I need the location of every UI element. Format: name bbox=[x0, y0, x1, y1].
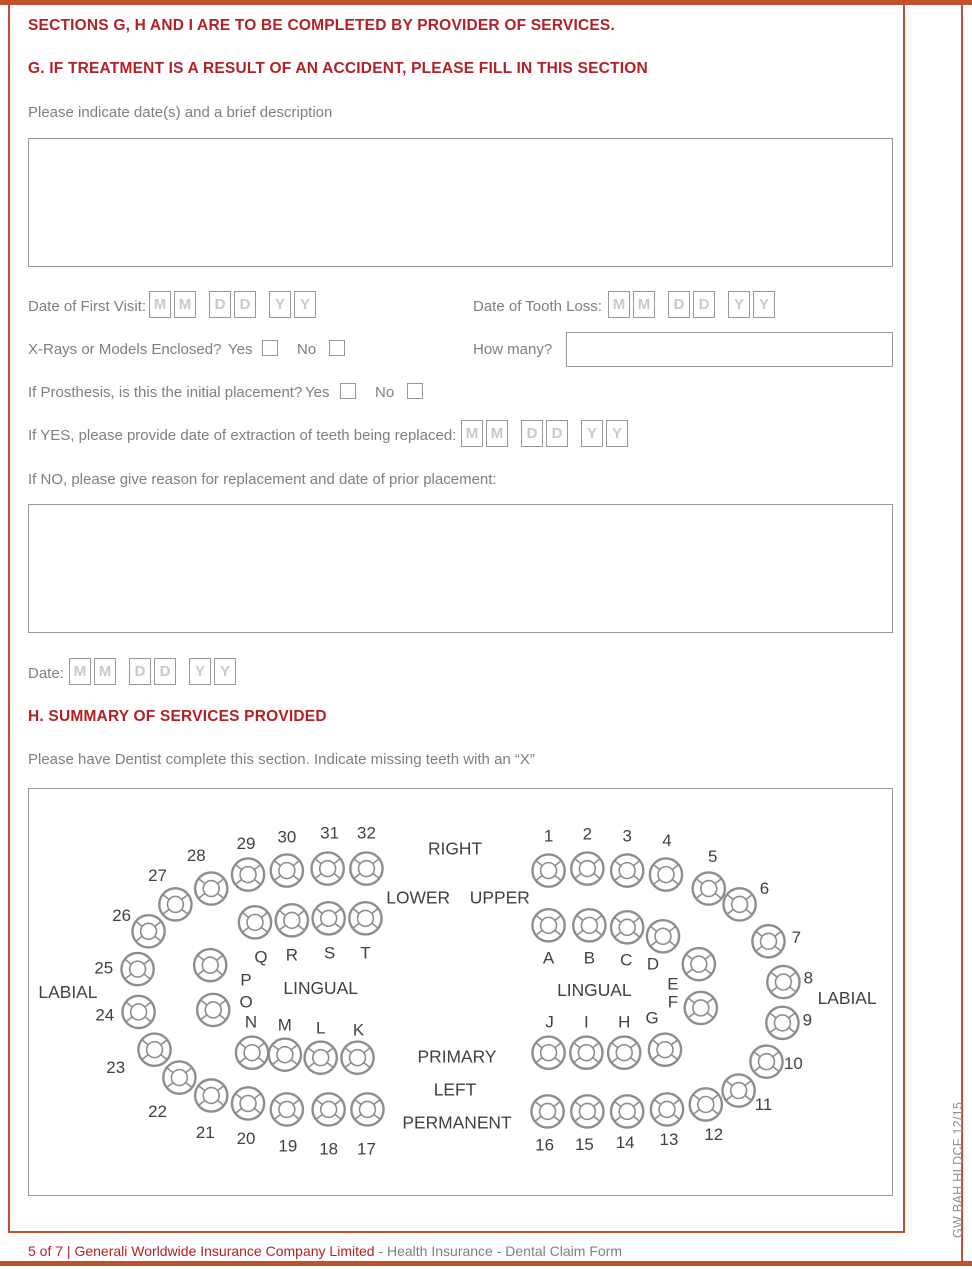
tooth-7 bbox=[752, 925, 801, 957]
date-box[interactable]: D bbox=[129, 658, 151, 685]
date-box[interactable]: M bbox=[94, 658, 116, 685]
footer-page-and-company: 5 of 7 | Generali Worldwide Insurance Company Limited bbox=[28, 1243, 375, 1259]
tooth-L bbox=[305, 1018, 337, 1073]
date-box[interactable]: D bbox=[209, 291, 231, 318]
footer-form-name: - Health Insurance - Dental Claim Form bbox=[374, 1243, 622, 1259]
chart-label-labial_right: LABIAL bbox=[817, 987, 877, 1008]
chart-label-bottom_labels-0: PRIMARY bbox=[417, 1046, 497, 1067]
tooth-label-12: 12 bbox=[704, 1124, 724, 1144]
tooth-label-21: 21 bbox=[195, 1122, 215, 1142]
xrays-yes-label: Yes bbox=[228, 341, 253, 358]
tooth-label-24: 24 bbox=[95, 1005, 115, 1025]
xrays-enclosed-label: X-Rays or Models Enclosed? bbox=[28, 341, 222, 358]
date-box[interactable]: Y bbox=[606, 420, 628, 447]
tooth-label-L: L bbox=[315, 1018, 326, 1038]
tooth-8 bbox=[767, 966, 813, 998]
tooth-15 bbox=[571, 1095, 603, 1153]
tooth-label-R: R bbox=[285, 945, 298, 965]
tooth-31 bbox=[312, 823, 344, 884]
tooth-label-17: 17 bbox=[357, 1139, 376, 1159]
chart-label-top_label: RIGHT bbox=[427, 838, 483, 859]
page-border-bottom bbox=[0, 1261, 972, 1266]
tooth-label-J: J bbox=[545, 1012, 554, 1032]
date-box[interactable]: Y bbox=[294, 291, 316, 318]
date-box[interactable]: Y bbox=[581, 420, 603, 447]
tooth-label-E: E bbox=[667, 974, 679, 994]
tooth-24 bbox=[95, 996, 154, 1028]
chart-label-lingual_right: LINGUAL bbox=[557, 980, 632, 1001]
tooth-label-D: D bbox=[646, 954, 660, 974]
tooth-21 bbox=[195, 1079, 227, 1141]
tooth-label-25: 25 bbox=[94, 958, 114, 978]
tooth-chart-frame bbox=[28, 788, 893, 1196]
first-visit-date-input[interactable] bbox=[149, 291, 316, 318]
form-code-vertical: GW BAH HI DCF 12/15 bbox=[951, 1101, 965, 1238]
tooth-Q bbox=[239, 906, 271, 966]
tooth-label-A: A bbox=[542, 948, 555, 968]
tooth-D bbox=[647, 920, 679, 973]
tooth-22 bbox=[148, 1061, 195, 1120]
tooth-A bbox=[532, 909, 564, 967]
chart-label-right_arch_label: UPPER bbox=[469, 887, 530, 908]
tooth-label-T: T bbox=[360, 943, 371, 963]
extraction-date-label: If YES, please provide date of extraction of teeth being replaced: bbox=[28, 427, 457, 444]
date-box[interactable]: Y bbox=[189, 658, 211, 685]
tooth-label-M: M bbox=[277, 1015, 292, 1035]
date-box[interactable]: Y bbox=[753, 291, 775, 318]
prosthesis-yes-label: Yes bbox=[305, 384, 330, 401]
date-box[interactable]: Y bbox=[214, 658, 236, 685]
tooth-16 bbox=[531, 1095, 563, 1154]
tooth-12 bbox=[690, 1088, 723, 1143]
tooth-23 bbox=[106, 1034, 170, 1078]
section-h-instruction: Please have Dentist complete this section. Indicate missing teeth with an “X” bbox=[28, 751, 535, 768]
tooth-label-15: 15 bbox=[574, 1134, 594, 1154]
tooth-label-27: 27 bbox=[148, 866, 167, 886]
tooth-label-9: 9 bbox=[802, 1010, 812, 1030]
tooth-label-G: G bbox=[645, 1008, 659, 1028]
signature-date-input[interactable] bbox=[69, 658, 236, 685]
tooth-label-8: 8 bbox=[803, 968, 813, 988]
tooth-G bbox=[645, 1008, 681, 1065]
tooth-label-28: 28 bbox=[186, 846, 206, 866]
date-box[interactable]: Y bbox=[269, 291, 291, 318]
tooth-T bbox=[349, 902, 381, 962]
date-box[interactable]: D bbox=[546, 420, 568, 447]
tooth-label-O: O bbox=[239, 992, 253, 1012]
date-box[interactable]: M bbox=[461, 420, 483, 447]
tooth-10 bbox=[750, 1046, 802, 1078]
tooth-29 bbox=[232, 834, 264, 890]
date-box[interactable]: M bbox=[174, 291, 196, 318]
tooth-28 bbox=[187, 846, 227, 904]
tooth-30 bbox=[271, 827, 303, 886]
tooth-label-C: C bbox=[620, 950, 633, 970]
prosthesis-yes-checkbox[interactable] bbox=[340, 383, 356, 399]
date-box[interactable]: M bbox=[633, 291, 655, 318]
tooth-N bbox=[236, 1012, 268, 1068]
tooth-9 bbox=[766, 1007, 812, 1039]
tooth-H bbox=[608, 1012, 640, 1068]
tooth-4 bbox=[650, 831, 682, 890]
date-box[interactable]: D bbox=[521, 420, 543, 447]
provider-sections-notice: SECTIONS G, H AND I ARE TO BE COMPLETED BY PROVIDER OF SERVICES. bbox=[28, 17, 615, 34]
first-visit-label: Date of First Visit: bbox=[28, 298, 147, 315]
tooth-27 bbox=[148, 866, 191, 920]
footer bbox=[28, 1243, 622, 1259]
tooth-6 bbox=[724, 879, 770, 921]
tooth-B bbox=[573, 909, 605, 967]
tooth-3 bbox=[611, 826, 643, 886]
replacement-reason-input[interactable] bbox=[28, 504, 893, 633]
date-box[interactable]: M bbox=[149, 291, 171, 318]
tooth-label-19: 19 bbox=[278, 1136, 298, 1156]
tooth-label-H: H bbox=[618, 1012, 631, 1032]
tooth-label-18: 18 bbox=[319, 1139, 339, 1159]
tooth-label-29: 29 bbox=[236, 834, 256, 854]
tooth-label-F: F bbox=[667, 992, 679, 1012]
page-border-right bbox=[961, 0, 963, 1266]
accident-description-label: Please indicate date(s) and a brief description bbox=[28, 104, 333, 121]
tooth-label-13: 13 bbox=[659, 1129, 679, 1149]
tooth-K bbox=[341, 1020, 373, 1073]
chart-label-bottom_labels-1: LEFT bbox=[433, 1079, 477, 1100]
tooth-label-4: 4 bbox=[662, 831, 672, 851]
tooth-label-B: B bbox=[583, 948, 596, 968]
chart-label-lingual_left: LINGUAL bbox=[283, 978, 358, 999]
date-box[interactable]: M bbox=[608, 291, 630, 318]
tooth-loss-label: Date of Tooth Loss: bbox=[473, 298, 602, 315]
tooth-label-20: 20 bbox=[236, 1128, 256, 1148]
replacement-reason-label: If NO, please give reason for replacement and date of prior placement: bbox=[28, 471, 497, 488]
tooth-P bbox=[194, 949, 252, 990]
tooth-label-11: 11 bbox=[754, 1094, 773, 1114]
date-box[interactable]: D bbox=[154, 658, 176, 685]
date-box[interactable]: M bbox=[69, 658, 91, 685]
how-many-input[interactable] bbox=[566, 332, 893, 367]
tooth-26 bbox=[112, 906, 164, 948]
tooth-E bbox=[667, 948, 715, 994]
prosthesis-no-checkbox[interactable] bbox=[407, 383, 423, 399]
tooth-11 bbox=[723, 1074, 773, 1114]
tooth-label-7: 7 bbox=[791, 927, 802, 947]
tooth-label-10: 10 bbox=[783, 1054, 803, 1074]
tooth-label-1: 1 bbox=[543, 826, 554, 846]
tooth-chart bbox=[29, 789, 892, 1195]
tooth-20 bbox=[232, 1087, 264, 1147]
tooth-18 bbox=[313, 1093, 345, 1158]
tooth-label-3: 3 bbox=[622, 826, 632, 846]
tooth-17 bbox=[351, 1093, 383, 1158]
tooth-label-P: P bbox=[240, 970, 252, 990]
tooth-19 bbox=[271, 1093, 303, 1155]
tooth-I bbox=[570, 1012, 602, 1068]
tooth-C bbox=[611, 911, 643, 969]
tooth-2 bbox=[571, 824, 603, 884]
tooth-label-31: 31 bbox=[320, 823, 340, 843]
xrays-no-checkbox[interactable] bbox=[329, 340, 345, 356]
date-box[interactable]: D bbox=[668, 291, 690, 318]
tooth-label-Q: Q bbox=[254, 947, 268, 967]
prosthesis-no-label: No bbox=[375, 384, 395, 401]
tooth-25 bbox=[94, 953, 153, 985]
tooth-label-22: 22 bbox=[148, 1101, 167, 1121]
tooth-R bbox=[276, 904, 308, 964]
date-box[interactable]: M bbox=[486, 420, 508, 447]
tooth-label-I: I bbox=[584, 1012, 589, 1032]
xrays-yes-checkbox[interactable] bbox=[262, 340, 278, 356]
tooth-S bbox=[313, 902, 345, 962]
tooth-M bbox=[269, 1015, 301, 1070]
tooth-label-23: 23 bbox=[106, 1058, 126, 1078]
section-h-title: H. SUMMARY OF SERVICES PROVIDED bbox=[28, 708, 327, 725]
tooth-label-S: S bbox=[324, 943, 336, 963]
xrays-no-label: No bbox=[297, 341, 317, 358]
tooth-label-16: 16 bbox=[535, 1135, 554, 1155]
tooth-label-5: 5 bbox=[708, 847, 718, 867]
tooth-1 bbox=[532, 826, 564, 886]
tooth-13 bbox=[651, 1093, 683, 1148]
tooth-5 bbox=[693, 847, 725, 904]
date-box[interactable]: D bbox=[693, 291, 715, 318]
accident-description-input[interactable] bbox=[28, 138, 893, 267]
tooth-32 bbox=[350, 823, 382, 884]
tooth-label-26: 26 bbox=[112, 905, 132, 925]
tooth-label-N: N bbox=[244, 1012, 258, 1032]
chart-label-left_arch_label: LOWER bbox=[386, 887, 451, 908]
tooth-label-32: 32 bbox=[357, 823, 376, 843]
tooth-label-30: 30 bbox=[277, 827, 297, 847]
chart-label-labial_left: LABIAL bbox=[38, 982, 98, 1002]
tooth-14 bbox=[611, 1095, 643, 1151]
section-g-title: G. IF TREATMENT IS A RESULT OF AN ACCIDENT, PLEASE FILL IN THIS SECTION bbox=[28, 60, 648, 77]
tooth-label-K: K bbox=[352, 1020, 365, 1040]
tooth-J bbox=[532, 1012, 564, 1068]
tooth-loss-date-input[interactable] bbox=[608, 291, 775, 318]
date-box[interactable]: Y bbox=[728, 291, 750, 318]
tooth-label-14: 14 bbox=[615, 1132, 635, 1152]
extraction-date-input[interactable] bbox=[461, 420, 628, 447]
tooth-label-2: 2 bbox=[582, 824, 593, 844]
how-many-label: How many? bbox=[473, 341, 553, 358]
tooth-F bbox=[668, 992, 717, 1024]
date-box[interactable]: D bbox=[234, 291, 256, 318]
signature-date-label: Date: bbox=[28, 665, 64, 682]
tooth-label-6: 6 bbox=[759, 879, 770, 899]
prosthesis-label: If Prosthesis, is this the initial placement? bbox=[28, 384, 303, 401]
chart-label-bottom_labels-2: PERMANENT bbox=[402, 1112, 512, 1133]
